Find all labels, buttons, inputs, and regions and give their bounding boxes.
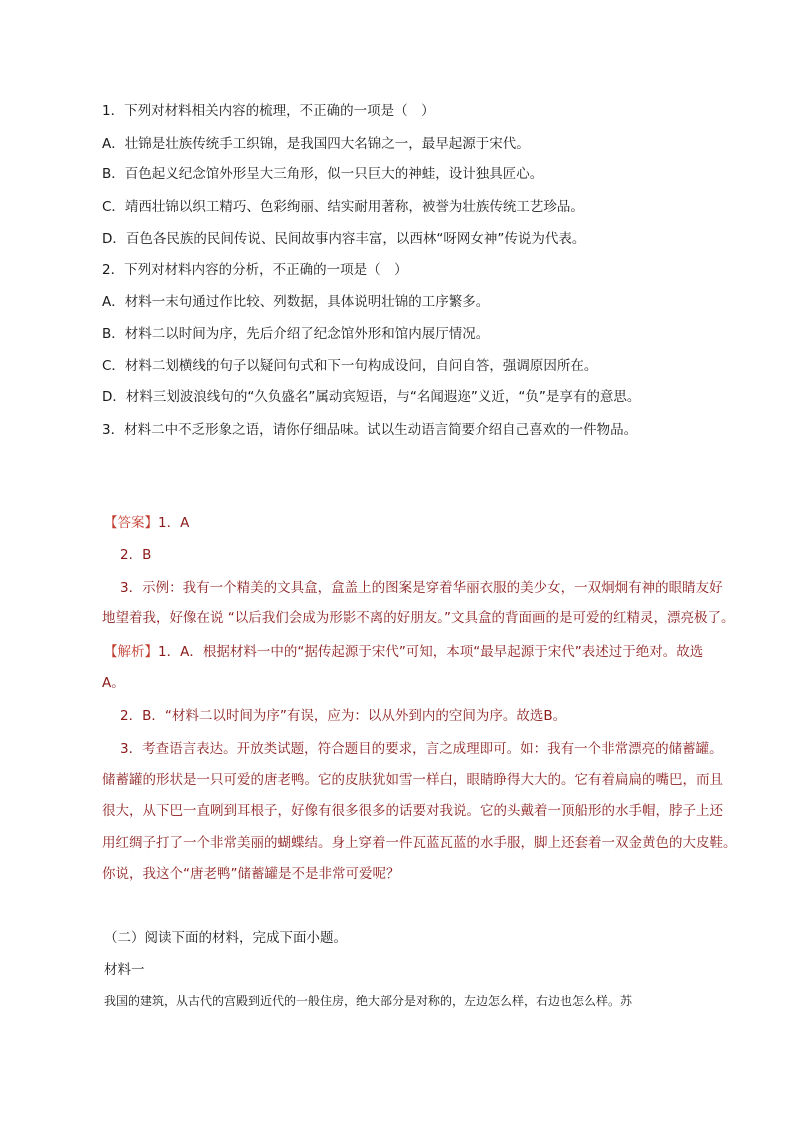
q1-stem: 1．下列对材料相关内容的梳理，不正确的一项是（ ） [102, 103, 435, 119]
analysis-1-line-1: 1．A．根据材料一中的“据传起源于宋代”可知，本项“最早起源于宋代”表述过于绝对。故选 [158, 644, 704, 660]
analysis-3-line-5: 你说，我这个“唐老鸭”储蓄罐是不是非常可爱呢？ [102, 866, 400, 882]
answer-1: 1．A [158, 515, 190, 531]
answer-2: 2．B [120, 547, 152, 563]
analysis-1-line-2: A。 [102, 675, 125, 691]
answer-tag: 【答案】 [104, 515, 158, 531]
analysis-2: 2．B．“材料二以时间为序”有误，应为：以从外到内的空间为序。故选B。 [120, 708, 567, 724]
answer-3-line-1: 3．示例：我有一个精美的文具盒，盒盖上的图案是穿着华丽衣服的美少女，一双炯炯有神的眼睛友好 [120, 580, 723, 596]
q3-stem: 3．材料二中不乏形象之语，请你仔细品味。试以生动语言简要介绍自己喜欢的一件物品。 [102, 422, 638, 438]
analysis-3-line-2: 储蓄罐的形状是一只可爱的唐老鸭。它的皮肤犹如雪一样白，眼睛睁得大大的。它有着扁扁的嘴巴，而且 [102, 772, 723, 788]
q1-option-d: D．百色各民族的民间传说、民间故事内容丰富，以西林“呀网女神”传说为代表。 [102, 231, 586, 247]
analysis-3-line-4: 用红绸子打了一个非常美丽的蝴蝶结。身上穿着一件瓦蓝瓦蓝的水手服，脚上还套着一双金黄色的大皮鞋。 [102, 835, 737, 851]
material-1-title: 材料一 [104, 962, 145, 978]
answer-3-line-2: 地望着我，好像在说 “以后我们会成为形影不离的好朋友。”文具盒的背面画的是可爱的红精灵，漂亮极了。 [102, 610, 735, 626]
q1-option-a: A．壮锦是壮族传统手工织锦，是我国四大名锦之一，最早起源于宋代。 [102, 136, 530, 152]
answer-line-1 [104, 513, 189, 533]
analysis-3-line-1: 3．考查语言表达。开放类试题，符合题目的要求，言之成理即可。如：我有一个非常漂亮的储蓄罐。 [120, 741, 723, 757]
analysis-3-line-3: 很大，从下巴一直咧到耳根子，好像有很多很多的话要对我说。它的头戴着一顶船形的水手帽，脖子上还 [102, 803, 723, 819]
q1-option-c: C．靖西壮锦以织工精巧、色彩绚丽、结实耐用著称，被誉为壮族传统工艺珍品。 [102, 199, 584, 215]
material-1-text: 我国的建筑，从古代的宫殿到近代的一般住房，绝大部分是对称的，左边怎么样，右边也怎么样。苏 [104, 994, 633, 1008]
q2-option-a: A．材料一末句通过作比较、列数据，具体说明壮锦的工序繁多。 [102, 294, 490, 310]
section-2-heading: （二）阅读下面的材料，完成下面小题。 [104, 930, 347, 946]
q2-option-d: D．材料三划波浪线句的“久负盛名”属动宾短语，与“名闻遐迩”义近，“负”是享有的意思。 [102, 389, 641, 405]
q1-option-b: B．百色起义纪念馆外形呈大三角形，似一只巨大的神蛙，设计独具匠心。 [102, 166, 544, 182]
q2-stem: 2．下列对材料内容的分析，不正确的一项是（ ） [102, 262, 408, 278]
analysis-line-1 [104, 642, 703, 662]
q2-option-b: B．材料二以时间为序，先后介绍了纪念馆外形和馆内展厅情况。 [102, 326, 490, 342]
q2-option-c: C．材料二划横线的句子以疑问句式和下一句构成设问，自问自答，强调原因所在。 [102, 358, 598, 374]
analysis-tag: 【解析】 [104, 644, 158, 660]
